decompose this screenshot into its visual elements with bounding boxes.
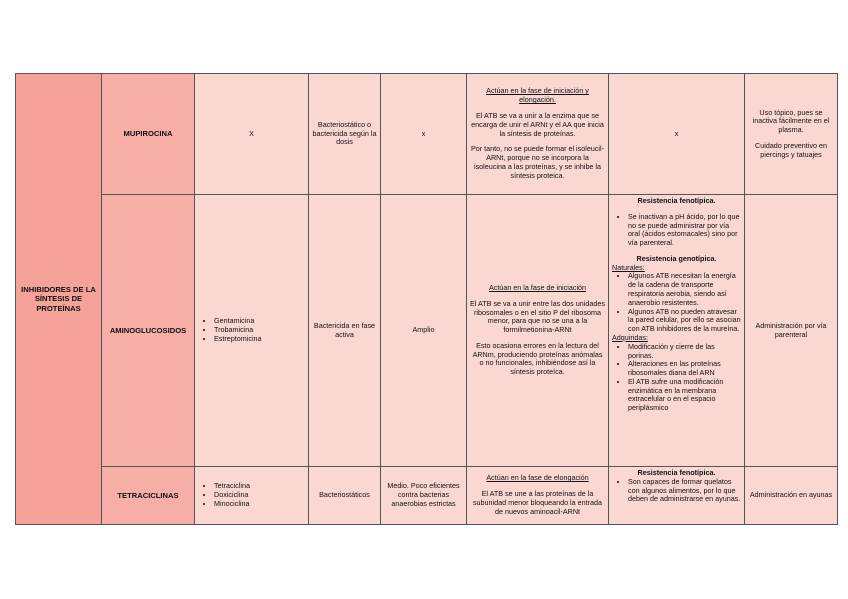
members-cell bbox=[195, 195, 309, 467]
spectrum-cell: Medio. Poco eficientes contra bacterias anaerobias estrictas bbox=[381, 467, 467, 525]
list-item: • El ATB sufre una modificación enzimática en la membrana extracelular o en el espacio periplásmico bbox=[628, 378, 741, 413]
mechanism-cell bbox=[467, 74, 609, 195]
list-item: • Trobamicina bbox=[214, 326, 305, 335]
notes-cell bbox=[745, 74, 838, 195]
mechanism-paragraph: El ATB se va a unir a la enzima que se encarga de unir el ARNt y el AA que inicia la síntesis de proteínas. bbox=[471, 111, 604, 138]
antibiotics-table bbox=[15, 73, 838, 525]
resistance-subtitle: Naturales: bbox=[612, 262, 645, 272]
resistance-list bbox=[612, 272, 741, 333]
table-row-mupirocina bbox=[16, 74, 838, 195]
mechanism-cell bbox=[467, 195, 609, 467]
effect-cell: Bactericida en fase activa bbox=[309, 195, 381, 467]
spectrum-cell: Amplio bbox=[381, 195, 467, 467]
resistance-title: Resistencia fenotípica. bbox=[637, 468, 716, 477]
members-cell bbox=[195, 467, 309, 525]
effect-cell: Bacteriostáticos bbox=[309, 467, 381, 525]
list-item: • Algunos ATB necesitan la energía de la cadena de transporte respiratoria aerobia, siendo así anaerobio resistentes. bbox=[628, 272, 741, 307]
list-item: • Se inactivan a pH ácido, por lo que no se puede administrar por vía oral (ácidos estomacales) sino por vía parenteral. bbox=[628, 213, 741, 248]
resistance-list bbox=[612, 478, 741, 504]
mechanism-phase: Actúan en la fase de elongación bbox=[486, 473, 589, 483]
mechanism-paragraph: El ATB se une a las proteínas de la subunidad menor bloqueando la entrada de nuevos aminoacil-ARNt bbox=[472, 489, 603, 516]
mechanism-cell bbox=[467, 467, 609, 525]
drug-name-cell: AMINOGLUCOSIDOS bbox=[102, 195, 195, 467]
notes-paragraph: Cuidado preventivo en piercings y tatuajes bbox=[755, 140, 827, 159]
resistance-list bbox=[612, 343, 741, 413]
resistance-subtitle: Adquiridas: bbox=[612, 332, 648, 342]
list-item: • Modificación y cierre de las porinas. bbox=[628, 343, 741, 361]
notes-cell: Administración por vía parenteral bbox=[745, 195, 838, 467]
list-item: • Algunos ATB no pueden atravesar la pared celular, por ello se asocian con ATB inhibidores de la mureína. bbox=[628, 308, 741, 334]
effect-cell: Bacteriostático o bactericida según la dosis bbox=[309, 74, 381, 195]
mechanism-paragraph: Esto ocasiona errores en la lectura del ARNm, produciendo proteínas anómalas o no funcionales, inhibiéndose así la síntesis proteíca. bbox=[472, 340, 603, 377]
notes-cell: Administración en ayunas bbox=[745, 467, 838, 525]
list-item: • Estreptomicina bbox=[214, 335, 305, 344]
members-list bbox=[198, 482, 305, 508]
resistance-cell bbox=[609, 195, 745, 467]
mechanism-paragraph: El ATB se va a unir entre las dos unidades ribosomales o en el sitio P del ribosoma menor, para que no se una a la formilmetionina-ARNt bbox=[470, 298, 605, 335]
members-cell: X bbox=[195, 74, 309, 195]
mechanism-phase: Actúan en la fase de iniciación y elongación. bbox=[486, 86, 589, 105]
resistance-list bbox=[612, 213, 741, 248]
table-row-aminoglucosidos bbox=[16, 195, 838, 467]
list-item: • Minociclina bbox=[214, 500, 305, 509]
list-item: • Tetraciclina bbox=[214, 482, 305, 491]
drug-name-cell: TETRACICLINAS bbox=[102, 467, 195, 525]
mechanism-paragraph: Por tanto, no se puede formar el isoleucil-ARNt, porque no se incorpora la isoleucina a las proteínas, y se inhibe la síntesis proteica. bbox=[470, 144, 605, 180]
drug-name-cell: MUPIROCINA bbox=[102, 74, 195, 195]
resistance-title: Resistencia fenotípica. bbox=[637, 196, 716, 205]
mechanism-phase: Actúan en la fase de iniciación bbox=[488, 282, 587, 292]
notes-paragraph: Uso tópico, pues se inactiva fácilmente en el plasma. bbox=[752, 107, 830, 135]
resistance-cell bbox=[609, 467, 745, 525]
list-item: • Son capaces de formar quelatos con algunos alimentos, por lo que deben de administrarse en ayunas. bbox=[628, 478, 741, 504]
group-cell: INHIBIDORES DE LA SÍNTESIS DE PROTEÍNAS bbox=[16, 74, 102, 525]
list-item: • Gentamicina bbox=[214, 317, 305, 326]
table-row-tetraciclinas bbox=[16, 467, 838, 525]
members-list bbox=[198, 317, 305, 343]
list-item: • Alteraciones en las proteínas ribosomales diana del ARN bbox=[628, 360, 741, 378]
spectrum-cell: x bbox=[381, 74, 467, 195]
resistance-title: Resistencia genotípica. bbox=[636, 253, 717, 263]
list-item: • Doxiciclina bbox=[214, 491, 305, 500]
resistance-cell: x bbox=[609, 74, 745, 195]
